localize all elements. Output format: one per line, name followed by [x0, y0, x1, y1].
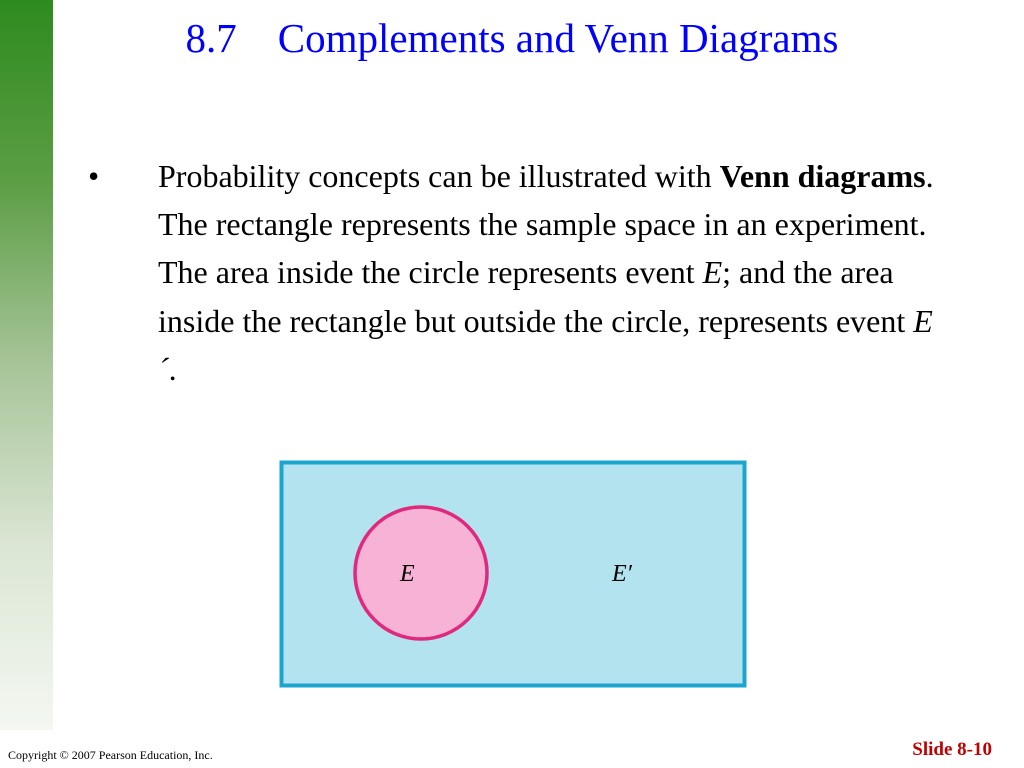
sample-space-rectangle: [282, 463, 745, 686]
bullet-paragraph: [158, 152, 948, 393]
slide-number: Slide 8-10: [912, 739, 992, 760]
slide-title: 8.7 Complements and Venn Diagrams: [185, 15, 839, 61]
body-text-part4: .: [168, 350, 177, 387]
event-e-circle: [355, 507, 487, 639]
event-e-term: E: [702, 254, 723, 291]
body-text-part3: ; and the area inside the rectangle but outside the circle, represents event: [158, 254, 914, 339]
venn-diagrams-term: Venn diagrams: [719, 158, 926, 194]
body-text-part1: Probability concepts can be illustrated with: [158, 158, 720, 194]
copyright-footer: Copyright © 2007 Pearson Education, Inc.: [8, 748, 213, 762]
complement-label: E′: [612, 561, 632, 587]
event-e-complement-term: E´: [158, 302, 933, 387]
body-text-part2: . The rectangle represents the sample space in an experiment. The area inside the circle represents event: [158, 158, 934, 291]
bullet-marker: •: [88, 158, 100, 194]
side-accent-bar: [0, 0, 53, 730]
circle-label: E: [400, 561, 415, 587]
venn-diagram: [279, 460, 747, 688]
